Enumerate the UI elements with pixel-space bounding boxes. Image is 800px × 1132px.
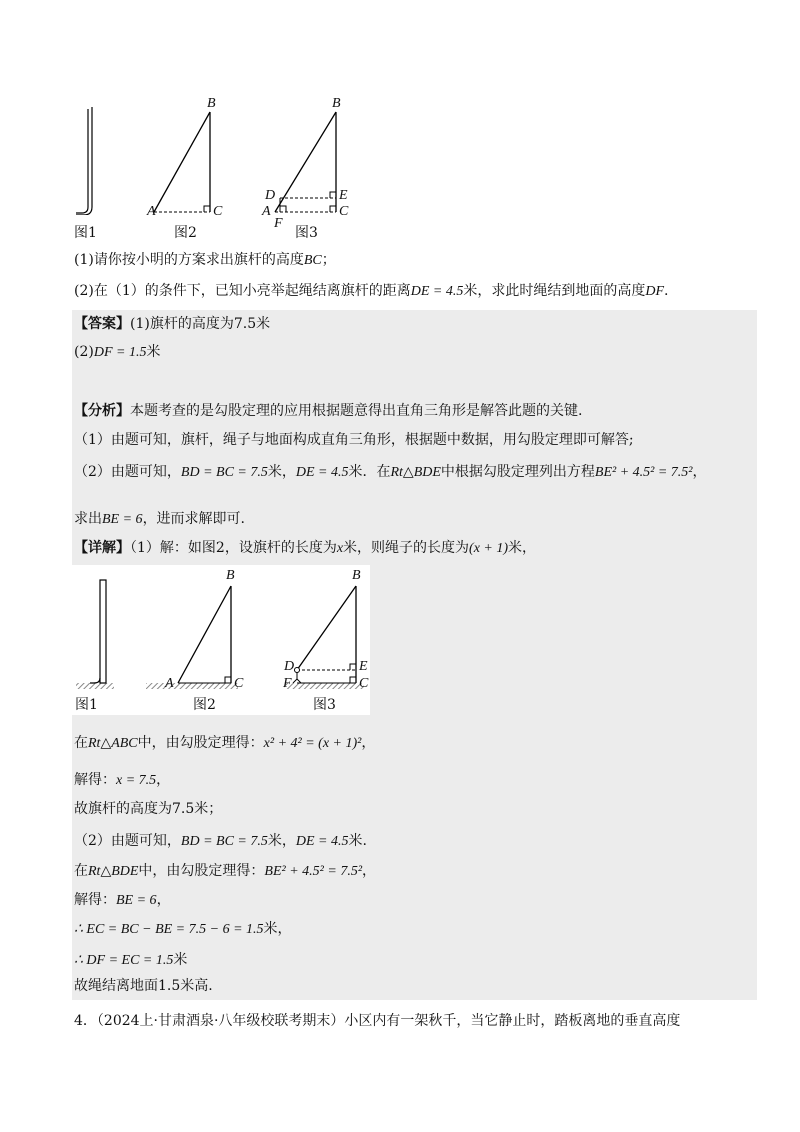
point-c-fig2: C [213, 204, 223, 219]
question-1: (1)请你按小明的方案求出旗杆的高度BC； [74, 252, 336, 268]
fig3-caption: 图3 [295, 225, 318, 241]
detail-line-6: 在Rt△BDE中，由勾股定理得：BE² + 4.5² = 7.5²， [74, 863, 377, 879]
detail-line-9: ∴ DF = EC = 1.5米 [74, 952, 188, 968]
mid-point-b-fig2: B [226, 568, 235, 583]
point-c-fig3: C [339, 204, 349, 219]
question-4: 4．（2024上·甘肃酒泉·八年级校联考期末）小区内有一架秋千，当它静止时，踏板离地的垂直高度 [74, 1013, 681, 1029]
point-b-fig3: B [332, 96, 341, 111]
point-d-fig3: D [265, 188, 276, 203]
mid-point-c-fig2: C [234, 676, 244, 691]
mid-fig1-flagpole [76, 580, 114, 689]
detail-line-10: 故绳结离地面1.5米高. [74, 978, 213, 994]
mid-fig3-triangle [284, 586, 364, 689]
fig1-flagpole [76, 107, 92, 215]
fig2-caption: 图2 [174, 225, 197, 241]
fig3-triangle [275, 112, 336, 212]
mid-point-d-fig3: D [284, 659, 295, 674]
mid-point-e-fig3: E [359, 659, 368, 674]
mid-fig1-caption: 图1 [75, 697, 98, 713]
mid-fig2-triangle [146, 586, 238, 689]
point-a-fig2: A [147, 204, 156, 219]
point-e-fig3: E [339, 188, 348, 203]
detail-line-3: 解得：x = 7.5， [74, 772, 171, 788]
analysis-line-3: （2）由题可知，BD = BC = 7.5米，DE = 4.5米．在Rt△BDE中根据勾股定理列出方程BE² + 4.5² = 7.5²， [74, 464, 707, 480]
mid-fig3-caption: 图3 [313, 697, 336, 713]
analysis-line-4: 求出BE = 6，进而求解即可. [74, 511, 246, 527]
point-b-fig2: B [207, 96, 216, 111]
mid-point-f-fig3: F [283, 676, 292, 691]
answer-line-2: (2)DF = 1.5米 [74, 344, 161, 360]
detail-line-7: 解得：BE = 6， [74, 892, 171, 908]
fig2-triangle [154, 112, 210, 212]
detail-line-1: 【详解】（1）解：如图2，设旗杆的长度为x米，则绳子的长度为(x + 1)米， [74, 540, 537, 556]
point-a-fig3: A [262, 204, 271, 219]
answer-line-1: 【答案】(1)旗杆的高度为7.5米 [74, 316, 271, 332]
mid-point-b-fig3: B [352, 568, 361, 583]
top-figures [70, 95, 360, 215]
analysis-line-1: 【分析】本题考查的是勾股定理的应用根据题意得出直角三角形是解答此题的关键. [74, 403, 583, 419]
mid-point-c-fig3: C [359, 676, 369, 691]
analysis-line-2: （1）由题可知，旗杆，绳子与地面构成直角三角形，根据题中数据，用勾股定理即可解答; [74, 432, 634, 448]
point-f-fig3: F [274, 216, 283, 231]
question-2: (2)在（1）的条件下，已知小亮举起绳结离旗杆的距离DE = 4.5米，求此时绳结到地面的高度DF. [74, 283, 669, 299]
detail-line-4: 故旗杆的高度为7.5米； [74, 801, 223, 817]
detail-line-2: 在Rt△ABC中，由勾股定理得：x² + 4² = (x + 1)²， [74, 735, 376, 751]
mid-point-a-fig2: A [165, 676, 174, 691]
detail-line-8: ∴ EC = BC − BE = 7.5 − 6 = 1.5米， [74, 921, 292, 937]
mid-fig2-caption: 图2 [193, 697, 216, 713]
detail-line-5: （2）由题可知，BD = BC = 7.5米，DE = 4.5米. [74, 833, 367, 849]
fig1-caption: 图1 [74, 225, 97, 241]
